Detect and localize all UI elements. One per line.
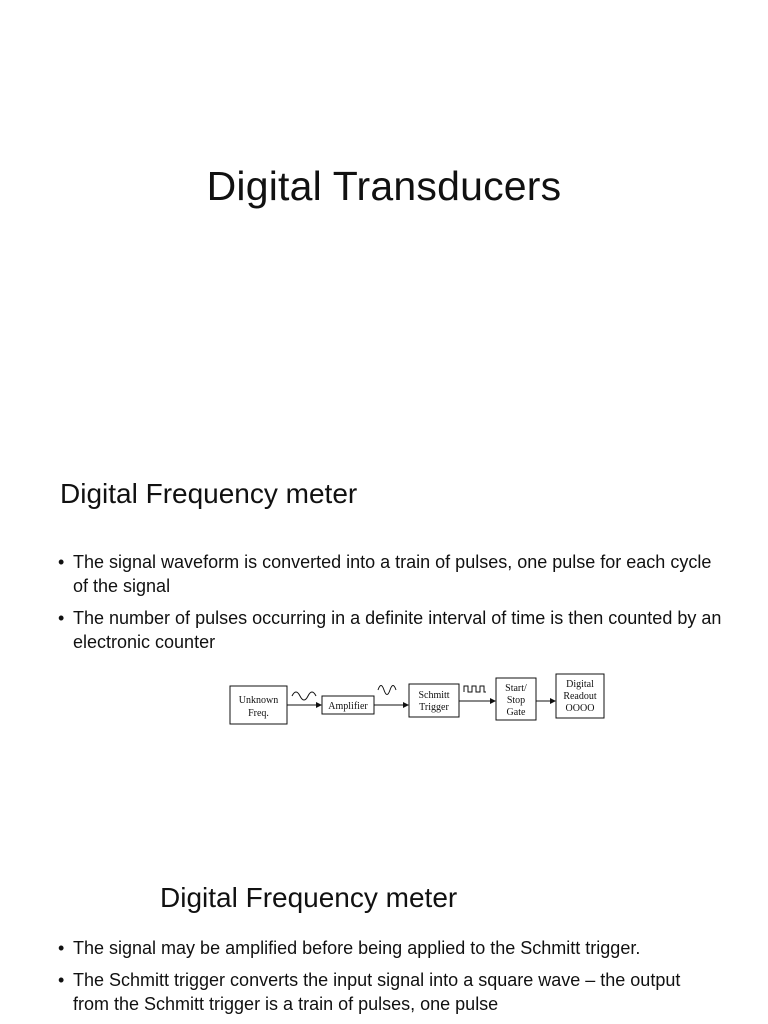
arrow-head [316, 702, 322, 708]
section-heading-2: Digital Frequency meter [160, 882, 458, 913]
block-label: Gate [506, 707, 526, 718]
bullet-item: • The Schmitt trigger converts the input signal into a square wave – the output from the Schmitt trigger is a train of pulses, one pulse [58, 968, 718, 1016]
block-label: Amplifier [328, 701, 368, 712]
block-label: Readout [563, 691, 597, 702]
slide-title: Digital Transducers [206, 163, 562, 209]
block-label: OOOO [565, 703, 595, 714]
arrow-head [550, 698, 556, 704]
sine-wave-icon [378, 686, 396, 695]
arrow-head [490, 698, 496, 704]
block-label: Start/ [505, 683, 527, 694]
bullet-item: • The signal may be amplified before being applied to the Schmitt trigger. [58, 936, 718, 960]
block-label: Schmitt [418, 690, 450, 701]
block-label: Freq. [248, 708, 269, 719]
block-label: Stop [506, 695, 526, 706]
bullet-item: • The signal waveform is converted into a train of pulses, one pulse for each cycle of the signal [58, 550, 728, 598]
block-label: Digital [566, 679, 594, 690]
block-label: Trigger [419, 702, 449, 713]
bullet-list-2 [58, 936, 718, 1024]
block-label: Unknown [238, 695, 279, 706]
square-wave-icon [464, 686, 486, 692]
bullet-list-1 [58, 550, 728, 662]
sine-wave-icon [292, 692, 316, 700]
bullet-item: • The number of pulses occurring in a definite interval of time is then counted by an electronic counter [58, 606, 728, 654]
arrow-head [403, 702, 409, 708]
frequency-meter-block-diagram [224, 668, 614, 732]
section-heading-1: Digital Frequency meter [60, 478, 358, 509]
